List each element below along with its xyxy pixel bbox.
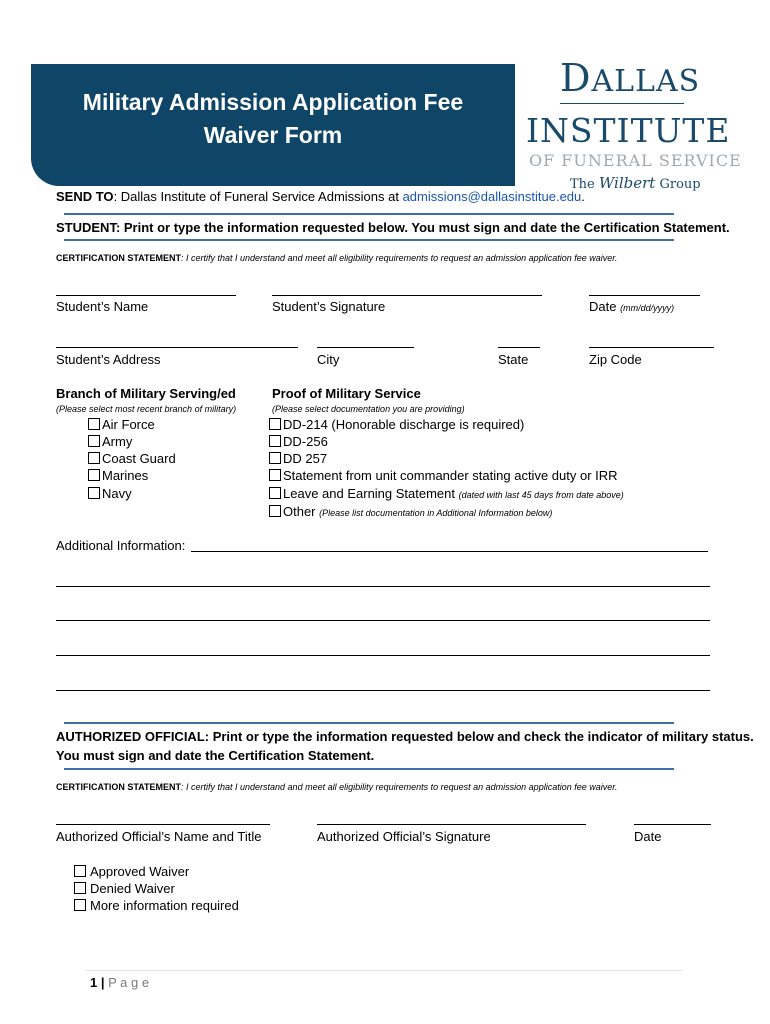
- student-city-field[interactable]: [317, 347, 414, 348]
- checkbox[interactable]: [88, 418, 100, 430]
- student-name-field[interactable]: [56, 295, 236, 296]
- status-option-label: Denied Waiver: [90, 881, 175, 896]
- student-date-field[interactable]: [589, 295, 700, 296]
- logo-group-the: The: [570, 177, 595, 192]
- checkbox[interactable]: [269, 505, 281, 517]
- checkbox[interactable]: [88, 435, 100, 447]
- page-number: 1: [90, 975, 98, 990]
- student-instruction: STUDENT: Print or type the information requested below. You must sign and date the Certification Statement.: [56, 220, 730, 235]
- checkbox[interactable]: [269, 469, 281, 481]
- proof-option-note: (Please list documentation in Additional Information below): [319, 508, 553, 518]
- cert-label: CERTIFICATION STATEMENT: [56, 782, 181, 792]
- branch-heading: Branch of Military Serving/ed: [56, 386, 236, 401]
- logo-institute: INSTITUTE: [526, 111, 731, 150]
- official-cert-statement: [56, 782, 617, 792]
- title-banner: [31, 64, 515, 186]
- logo-group-group: Group: [659, 177, 701, 192]
- official-date-label: Date: [634, 829, 662, 844]
- student-zip-field[interactable]: [589, 347, 714, 348]
- student-zip-label: Zip Code: [589, 352, 642, 367]
- status-option-approved[interactable]: [74, 864, 189, 879]
- proof-heading: Proof of Military Service: [272, 386, 421, 401]
- logo-group-wilbert: Wilbert: [598, 174, 656, 192]
- official-name-label: Authorized Official’s Name and Title: [56, 829, 262, 844]
- page-title: [31, 86, 515, 152]
- cert-label: CERTIFICATION STATEMENT: [56, 253, 181, 263]
- email-link[interactable]: admissions@dallasinstitue.edu: [402, 189, 582, 204]
- branch-option-army[interactable]: [88, 434, 132, 449]
- logo-wilbert-group: [570, 174, 701, 192]
- student-state-label: State: [498, 352, 529, 367]
- student-date-text: Date: [589, 299, 617, 314]
- checkbox[interactable]: [88, 452, 100, 464]
- checkbox[interactable]: [74, 865, 86, 877]
- section-rule: [64, 213, 674, 215]
- section-rule: [64, 768, 674, 770]
- official-date-field[interactable]: [634, 824, 711, 825]
- checkbox[interactable]: [88, 469, 100, 481]
- logo-funeral-service: OF FUNERAL SERVICE: [529, 151, 742, 170]
- checkbox[interactable]: [269, 487, 281, 499]
- proof-option-other[interactable]: [269, 504, 552, 519]
- branch-option-label: Navy: [102, 486, 132, 501]
- proof-option-label: Other: [283, 504, 316, 519]
- proof-option-label: Leave and Earning Statement: [283, 486, 456, 501]
- send-to-line: [56, 189, 585, 204]
- proof-hint: (Please select documentation you are providing): [272, 404, 465, 414]
- page-title-line1: Military Admission Application Fee: [82, 89, 464, 115]
- checkbox[interactable]: [88, 487, 100, 499]
- branch-option-air-force[interactable]: [88, 417, 155, 432]
- student-signature-label: Student’s Signature: [272, 299, 386, 314]
- proof-option-statement[interactable]: [269, 468, 618, 483]
- logo-divider: [560, 103, 684, 104]
- page-title-line2: Waiver Form: [203, 122, 343, 148]
- additional-info-label: Additional Information:: [56, 538, 186, 553]
- checkbox[interactable]: [269, 418, 281, 430]
- logo-dallas-first: D: [560, 56, 592, 100]
- branch-option-label: Air Force: [102, 417, 155, 432]
- student-address-field[interactable]: [56, 347, 298, 348]
- branch-option-label: Marines: [102, 468, 149, 483]
- student-address-label: Student’s Address: [56, 352, 161, 367]
- proof-option-label: DD 257: [283, 451, 328, 466]
- logo-dallas: [560, 56, 700, 100]
- official-instruction-line1: AUTHORIZED OFFICIAL: Print or type the information requested below and check the indicator of military status.: [56, 729, 754, 744]
- additional-info-line[interactable]: [56, 620, 710, 621]
- proof-option-dd256[interactable]: [269, 434, 328, 449]
- cert-text: : I certify that I understand and meet all eligibility requirements to request an admission application fee waiver.: [181, 253, 618, 263]
- additional-info-field[interactable]: [191, 551, 708, 552]
- status-option-denied[interactable]: [74, 881, 175, 896]
- proof-option-label: DD-256: [283, 434, 328, 449]
- branch-option-navy[interactable]: [88, 486, 132, 501]
- student-cert-statement: [56, 253, 617, 263]
- section-rule: [64, 722, 674, 724]
- proof-option-dd214[interactable]: [269, 417, 524, 432]
- additional-info-line[interactable]: [56, 655, 710, 656]
- checkbox[interactable]: [74, 882, 86, 894]
- page-label: P a g e: [108, 975, 150, 990]
- student-signature-field[interactable]: [272, 295, 542, 296]
- official-signature-label: Authorized Official’s Signature: [317, 829, 491, 844]
- checkbox[interactable]: [269, 452, 281, 464]
- student-name-label: Student’s Name: [56, 299, 149, 314]
- status-option-label: Approved Waiver: [90, 864, 190, 879]
- cert-text: : I certify that I understand and meet all eligibility requirements to request an admission application fee waiver.: [181, 782, 618, 792]
- section-rule: [64, 239, 674, 241]
- footer-divider: [86, 970, 682, 971]
- branch-option-marines[interactable]: [88, 468, 148, 483]
- status-option-label: More information required: [90, 898, 239, 913]
- additional-info-line[interactable]: [56, 690, 710, 691]
- send-to-text: : Dallas Institute of Funeral Service Admissions at: [113, 189, 403, 204]
- checkbox[interactable]: [74, 899, 86, 911]
- branch-option-coast-guard[interactable]: [88, 451, 176, 466]
- status-option-more-info[interactable]: [74, 898, 239, 913]
- send-to-end: .: [581, 189, 585, 204]
- proof-option-dd257[interactable]: [269, 451, 327, 466]
- branch-option-label: Army: [102, 434, 133, 449]
- student-date-format: (mm/dd/yyyy): [620, 303, 675, 313]
- official-instruction-line2: You must sign and date the Certification Statement.: [56, 748, 375, 763]
- additional-info-line[interactable]: [56, 586, 710, 587]
- page-footer: [90, 975, 149, 990]
- student-state-field[interactable]: [498, 347, 540, 348]
- proof-option-label: DD-214 (Honorable discharge is required): [283, 417, 525, 432]
- branch-option-label: Coast Guard: [102, 451, 176, 466]
- proof-option-label: Statement from unit commander stating active duty or IRR: [283, 468, 618, 483]
- checkbox[interactable]: [269, 435, 281, 447]
- official-name-field[interactable]: [56, 824, 270, 825]
- official-signature-field[interactable]: [317, 824, 586, 825]
- page-separator: |: [100, 975, 105, 990]
- logo-dallas-rest: ALLAS: [591, 64, 701, 99]
- branch-hint: (Please select most recent branch of military): [56, 404, 237, 414]
- student-city-label: City: [317, 352, 340, 367]
- student-date-label: [589, 299, 674, 314]
- proof-option-les[interactable]: [269, 486, 624, 501]
- send-to-label: SEND TO: [56, 189, 114, 204]
- proof-option-note: (dated with last 45 days from date above): [458, 490, 624, 500]
